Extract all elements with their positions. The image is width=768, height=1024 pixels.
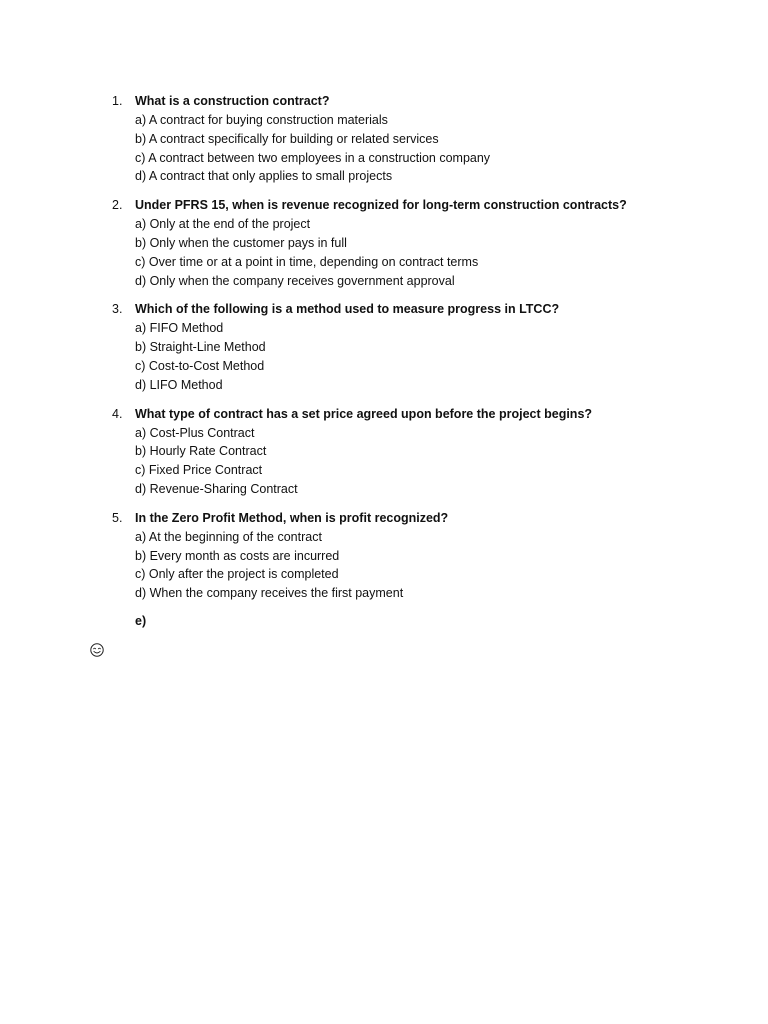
extra-option-e: e): [135, 614, 147, 628]
question-number: 5.: [112, 510, 123, 525]
smiling-face-icon: [89, 642, 105, 658]
question-item: [112, 509, 732, 603]
quiz-list: [112, 92, 732, 613]
question-body: [135, 509, 732, 603]
option-c: c) Over time or at a point in time, depending on contract terms: [135, 254, 479, 269]
option-d: d) A contract that only applies to small projects: [135, 169, 393, 184]
option-a: a) Only at the end of the project: [135, 217, 311, 232]
option-c: c) Fixed Price Contract: [135, 463, 263, 478]
option-list: [135, 424, 732, 499]
question-text: Under PFRS 15, when is revenue recognized for long-term construction contracts?: [135, 198, 627, 213]
question-body: [135, 405, 732, 499]
question-item: [112, 405, 732, 499]
option-a: a) A contract for buying construction materials: [135, 113, 388, 127]
question-number: 1.: [112, 94, 123, 108]
question-text: In the Zero Profit Method, when is profit recognized?: [135, 510, 449, 525]
option-b: b) Only when the customer pays in full: [135, 235, 347, 250]
option-list: [135, 215, 732, 290]
option-a: a) Cost-Plus Contract: [135, 425, 255, 440]
option-d: d) When the company receives the first payment: [135, 586, 404, 601]
question-number: 4.: [112, 406, 123, 421]
question-body: [135, 92, 732, 186]
option-a: a) At the beginning of the contract: [135, 529, 322, 544]
option-c: c) Only after the project is completed: [135, 567, 339, 582]
option-list: [135, 319, 732, 394]
option-d: d) Revenue-Sharing Contract: [135, 481, 298, 496]
option-d: d) Only when the company receives government approval: [135, 273, 455, 288]
question-number: 2.: [112, 198, 123, 213]
question-text: What is a construction contract?: [135, 94, 330, 108]
option-list: [135, 111, 732, 186]
option-c: c) Cost-to-Cost Method: [135, 358, 265, 373]
option-d: d) LIFO Method: [135, 377, 223, 392]
question-body: [135, 196, 732, 290]
question-item: [112, 196, 732, 290]
question-text: Which of the following is a method used to measure progress in LTCC?: [135, 302, 560, 317]
option-b: b) Every month as costs are incurred: [135, 548, 340, 563]
option-list: [135, 528, 732, 603]
option-b: b) A contract specifically for building or related services: [135, 131, 439, 146]
option-a: a) FIFO Method: [135, 321, 224, 336]
question-body: [135, 300, 732, 394]
question-number: 3.: [112, 302, 123, 317]
option-c: c) A contract between two employees in a construction company: [135, 150, 491, 165]
question-item: [112, 92, 732, 186]
option-b: b) Straight-Line Method: [135, 340, 266, 355]
question-item: [112, 300, 732, 394]
option-b: b) Hourly Rate Contract: [135, 444, 267, 459]
question-text: What type of contract has a set price agreed upon before the project begins?: [135, 406, 593, 421]
